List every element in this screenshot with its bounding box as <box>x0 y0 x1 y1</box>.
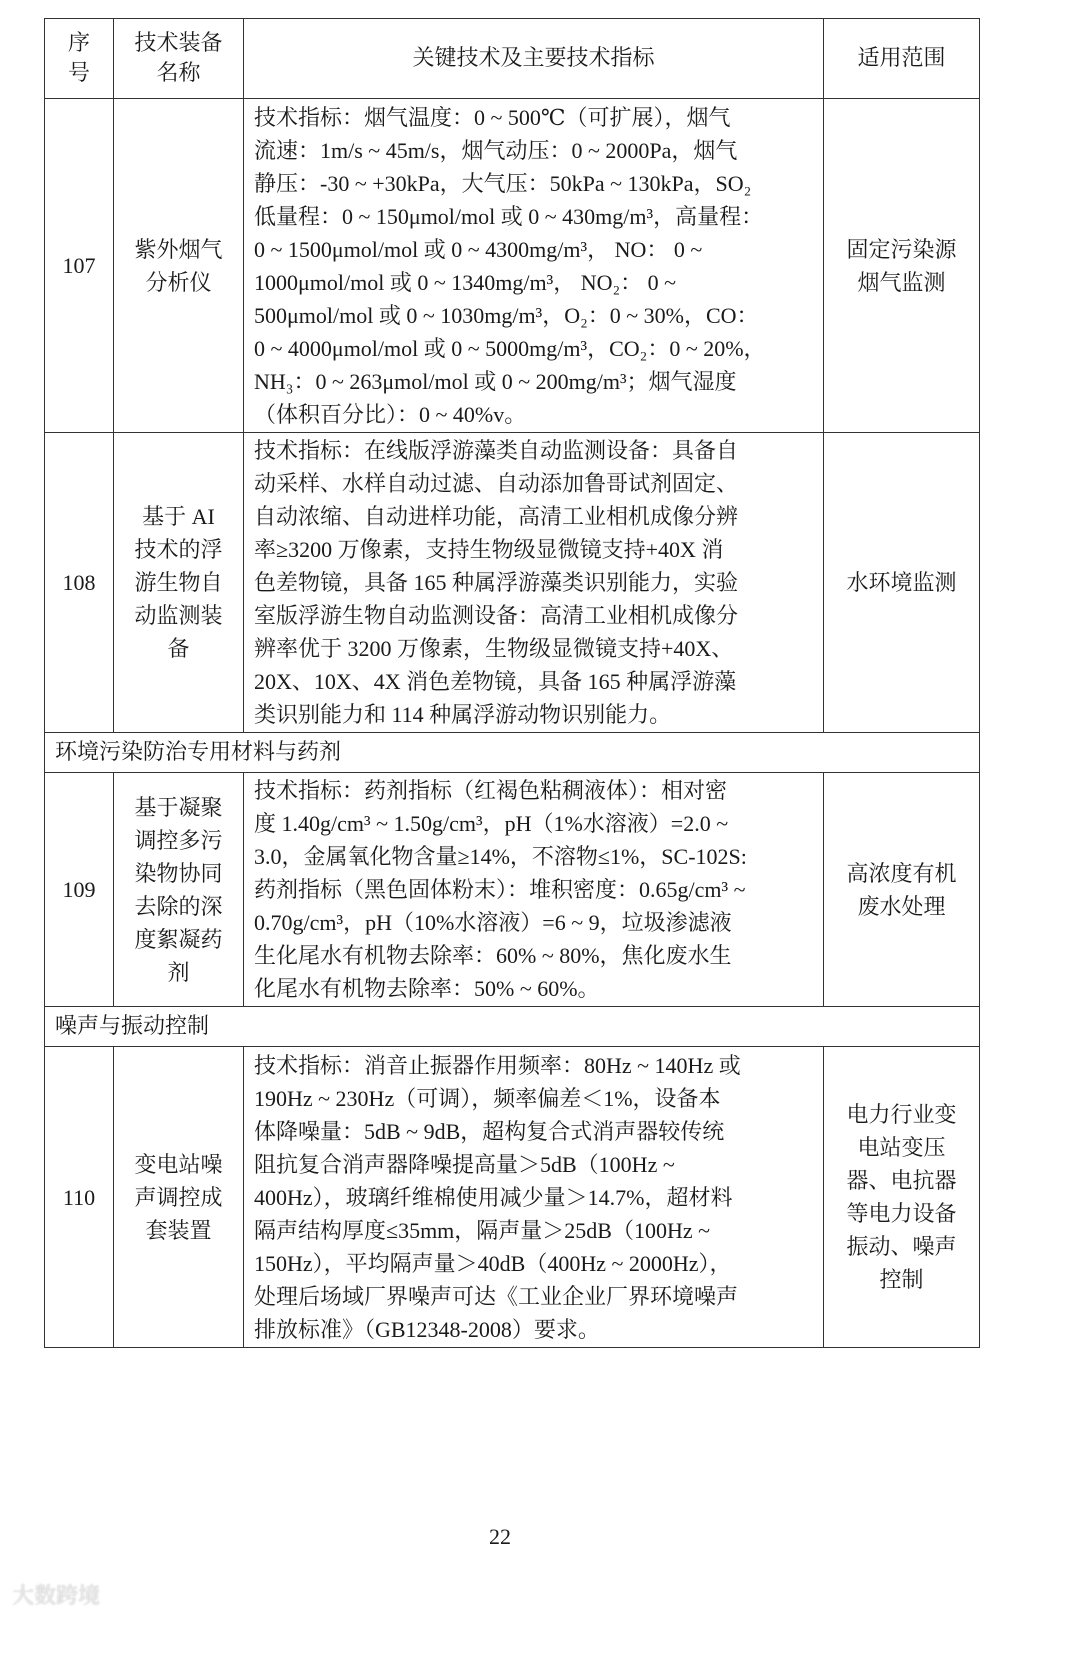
section-row <box>45 733 980 773</box>
row-no: 108 <box>45 433 114 733</box>
row-tech: 技术指标：药剂指标（红褐色粘稠液体）：相对密 度 1.40g/cm³ ~ 1.50g/cm³，pH（1%水溶液）=2.0 ~ 3.0，金属氧化物含量≥14%，不溶物≤1%，SC-102S: 药剂指标（黑色固体粉末）：堆积密度：0.65g/cm³ ~ 0.70g/cm³，pH（10%水溶液）=6 ~ 9，垃圾渗滤液 生化尾水有机物去除率：60% ~ 80%，焦化废水生 化尾水有机物去除率：50% ~ 60%。 <box>244 773 824 1007</box>
row-scope: 电力行业变 电站变压 器、电抗器 等电力设备 振动、噪声 控制 <box>824 1047 980 1348</box>
header-tech: 关键技术及主要技术指标 <box>244 19 824 99</box>
header-no: 序 号 <box>45 19 114 99</box>
table-row <box>45 433 980 733</box>
table-row <box>45 99 980 433</box>
row-name: 紫外烟气 分析仪 <box>114 99 244 433</box>
section-title: 噪声与振动控制 <box>45 1007 980 1047</box>
row-name: 基于 AI 技术的浮 游生物自 动监测装 备 <box>114 433 244 733</box>
row-scope: 高浓度有机 废水处理 <box>824 773 980 1007</box>
table-row <box>45 773 980 1007</box>
row-scope: 水环境监测 <box>824 433 980 733</box>
row-name: 基于凝聚 调控多污 染物协同 去除的深 度絮凝药 剂 <box>114 773 244 1007</box>
table-header <box>45 19 980 99</box>
page-footer <box>0 1524 1080 1634</box>
section-row <box>45 1007 980 1047</box>
section-title: 环境污染防治专用材料与药剂 <box>45 733 980 773</box>
row-scope: 固定污染源 烟气监测 <box>824 99 980 433</box>
row-no: 107 <box>45 99 114 433</box>
header-name: 技术装备 名称 <box>114 19 244 99</box>
row-no: 109 <box>45 773 114 1007</box>
table-row <box>45 1047 980 1348</box>
header-scope: 适用范围 <box>824 19 980 99</box>
row-tech: 技术指标：在线版浮游藻类自动监测设备：具备自 动采样、水样自动过滤、自动添加鲁哥试剂固定、 自动浓缩、自动进样功能，高清工业相机成像分辨 率≥3200 万像素，支持生物级显微镜支持+40X 消 色差物镜，具备 165 种属浮游藻类识别能力，实验 室版浮游生物自动监测设备：高清工业相机成像分 辨率优于 3200 万像素，生物级显微镜支持+40X、 20X、10X、4X 消色差物镜，具备 165 种属浮游藻 类识别能力和 114 种属浮游动物识别能力。 <box>244 433 824 733</box>
row-no: 110 <box>45 1047 114 1348</box>
row-name: 变电站噪 声调控成 套装置 <box>114 1047 244 1348</box>
page-number: 22 <box>489 1524 511 1549</box>
equipment-table <box>44 18 980 1348</box>
row-tech: 技术指标：消音止振器作用频率：80Hz ~ 140Hz 或 190Hz ~ 230Hz（可调），频率偏差＜1%，设备本 体降噪量：5dB ~ 9dB，超构复合式消声器较传统 阻抗复合消声器降噪提高量＞5dB（100Hz ~ 400Hz），玻璃纤维棉使用减少量＞14.7%，超材料 隔声结构厚度≤35mm，隔声量＞25dB（100Hz ~ 150Hz），平均隔声量＞40dB（400Hz ~ 2000Hz）， 处理后场域厂界噪声可达《工业企业厂界环境噪声 排放标准》（GB12348-2008）要求。 <box>244 1047 824 1348</box>
watermark: 大数跨境 <box>12 1584 101 1609</box>
row-tech: 技术指标：烟气温度：0 ~ 500℃（可扩展），烟气 流速：1m/s ~ 45m/s，烟气动压：0 ~ 2000Pa，烟气 静压：-30 ~ +30kPa，大气压：50kPa ~ 130kPa，SO₂ 低量程：0 ~ 150μmol/mol 或 0 ~ 430mg/m³，高量程： 0 ~ 1500μmol/mol 或 0 ~ 4300mg/m³， NO： 0 ~ 1000μmol/mol 或 0 ~ 1340mg/m³， NO₂： 0 ~ 500μmol/mol 或 0 ~ 1030mg/m³，O₂：0 ~ 30%，CO： 0 ~ 4000μmol/mol 或 0 ~ 5000mg/m³，CO₂：0 ~ 20%， NH₃：0 ~ 263μmol/mol 或 0 ~ 200mg/m³；烟气湿度 （体积百分比）：0 ~ 40%v。 <box>244 99 824 433</box>
